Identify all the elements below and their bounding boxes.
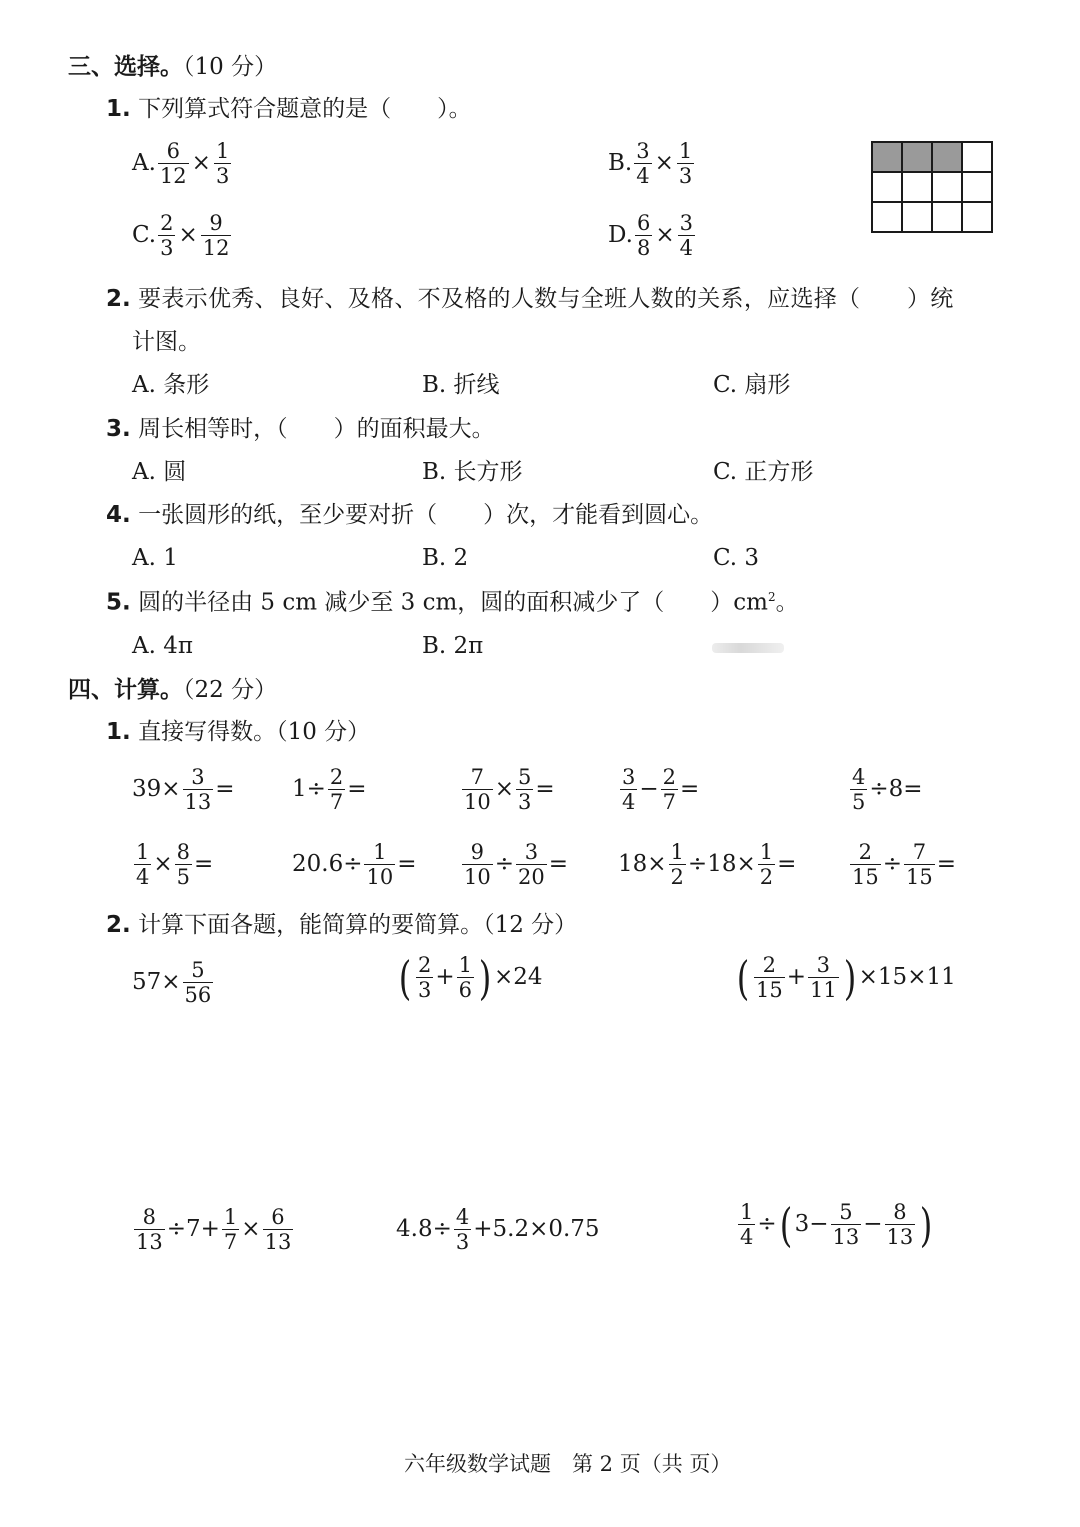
- fraction: $\frac{3}{20}$: [518, 840, 545, 890]
- question-number: 2.: [106, 912, 131, 938]
- fraction: $\frac{9}{12}$: [202, 211, 230, 261]
- grid-cell: [932, 202, 962, 232]
- fraction: $\frac{1}{3}$: [678, 139, 693, 189]
- fraction: $\frac{9}{10}$: [464, 840, 491, 890]
- grid-cell-shaded: [872, 142, 902, 172]
- question-number: 4.: [106, 502, 131, 528]
- fraction: $\frac{3}{11}$: [809, 953, 837, 1003]
- smudge-mark: [712, 643, 784, 653]
- question-2: [106, 288, 954, 311]
- calc-question-2: [106, 914, 577, 937]
- grid-cell: [962, 142, 992, 172]
- fraction: $\frac{3}{4}$: [622, 765, 636, 815]
- operator: ×: [191, 150, 211, 177]
- q3-option-b: B. 长方形: [422, 459, 523, 485]
- operator: ×: [178, 222, 198, 249]
- fraction: $\frac{4}{5}$: [852, 765, 866, 815]
- calc-problem: ( $\frac{2}{3}$ + $\frac{1}{6}$ ) ×24: [398, 950, 543, 1005]
- fraction: $\frac{1}{7}$: [223, 1205, 238, 1255]
- question-text: 周长相等时，（ ）的面积最大。: [138, 416, 495, 442]
- fraction: $\frac{7}{10}$: [464, 765, 491, 815]
- grid-cell: [932, 172, 962, 202]
- fraction: $\frac{1}{2}$: [670, 840, 684, 890]
- question-number: 1.: [106, 719, 131, 745]
- calc-problem: 57× $\frac{5}{56}$: [132, 958, 212, 1008]
- question-end: 。: [775, 589, 799, 616]
- q4-option-c: C. 3: [713, 545, 760, 571]
- oral-calc-expression: $\frac{3}{4}$ − $\frac{2}{7}$ =: [622, 765, 700, 815]
- grid-cell-shaded: [932, 142, 962, 172]
- option-label: A.: [132, 150, 156, 177]
- option-label: C.: [132, 222, 157, 249]
- question-3: [106, 418, 495, 441]
- fraction: $\frac{3}{4}$: [636, 139, 650, 189]
- q5-option-a: A. 4π: [132, 633, 193, 659]
- fraction: $\frac{6}{8}$: [636, 211, 651, 261]
- q2-option-a: A. 条形: [132, 372, 210, 398]
- option-c: [132, 212, 233, 259]
- oral-calc-expression: 1÷ $\frac{2}{7}$ =: [292, 765, 367, 815]
- question-text: 计算下面各题，能简算的要简算。（12 分）: [138, 912, 578, 938]
- oral-calc-expression: 18× $\frac{1}{2}$ ÷18× $\frac{1}{2}$ =: [618, 840, 797, 890]
- question-number: 3.: [106, 416, 131, 442]
- q4-option-a: A. 1: [132, 545, 178, 571]
- superscript: 2: [767, 590, 776, 604]
- oral-calc-expression: $\frac{4}{5}$ ÷8=: [852, 765, 923, 815]
- fraction: $\frac{1}{10}$: [366, 840, 394, 890]
- section-4-title: 四、计算。: [68, 677, 183, 703]
- oral-calc-expression: $\frac{9}{10}$ ÷ $\frac{3}{20}$ =: [464, 840, 569, 890]
- question-text: 一张圆形的纸，至少要对折（ ）次，才能看到圆心。: [138, 502, 714, 528]
- fraction: $\frac{6}{13}$: [264, 1205, 292, 1255]
- fraction: $\frac{1}{4}$: [136, 840, 150, 890]
- section-3-title: 三、选择。: [68, 54, 183, 80]
- question-5: [106, 591, 799, 615]
- fraction: $\frac{1}{4}$: [740, 1200, 754, 1250]
- question-text: 要表示优秀、良好、及格、不及格的人数与全班人数的关系，应选择（ ）统: [138, 286, 954, 312]
- oral-calc-expression: $\frac{1}{4}$ × $\frac{8}{5}$ =: [136, 840, 214, 890]
- oral-calc-expression: 20.6÷ $\frac{1}{10}$ =: [292, 840, 417, 890]
- calc-problem: ( $\frac{2}{15}$ + $\frac{3}{11}$ ) ×15×11: [736, 950, 956, 1005]
- fraction: $\frac{1}{3}$: [215, 139, 230, 189]
- grid-cell: [962, 172, 992, 202]
- calc-question-1: [106, 721, 370, 744]
- question-4: [106, 504, 713, 527]
- calc-problem: 4.8÷ $\frac{4}{3}$ +5.2×0.75: [396, 1205, 600, 1255]
- fraction: $\frac{3}{4}$: [679, 211, 693, 261]
- fraction: $\frac{3}{13}$: [184, 765, 212, 815]
- grid-cell: [902, 202, 932, 232]
- shaded-grid-figure: [871, 141, 993, 233]
- question-text: 直接写得数。（10 分）: [138, 719, 371, 745]
- grid-cell: [962, 202, 992, 232]
- question-number: 5.: [106, 589, 131, 616]
- option-label: B.: [608, 150, 633, 177]
- fraction: $\frac{8}{13}$: [136, 1205, 163, 1255]
- operator: ×: [654, 150, 674, 177]
- question-text: 下列算式符合题意的是（ ）。: [138, 96, 472, 122]
- option-a: [132, 140, 233, 187]
- fraction: $\frac{4}{3}$: [455, 1205, 470, 1255]
- fraction: $\frac{5}{3}$: [518, 765, 532, 815]
- calc-problem: $\frac{8}{13}$ ÷7+ $\frac{1}{7}$ × $\frac{6}{13}$: [136, 1205, 292, 1255]
- section-3-points: （10 分）: [183, 54, 278, 80]
- fraction: $\frac{7}{15}$: [906, 840, 933, 890]
- section-4-heading: [68, 679, 277, 702]
- calc-problem: $\frac{1}{4}$ ÷ ( 3− $\frac{5}{13}$ − $\frac{8}{13}$ ): [740, 1197, 933, 1252]
- fraction: $\frac{1}{2}$: [759, 840, 774, 890]
- grid-cell: [872, 172, 902, 202]
- fraction: $\frac{2}{3}$: [417, 953, 432, 1003]
- q2-option-b: B. 折线: [422, 372, 500, 398]
- question-number: 2.: [106, 286, 131, 312]
- grid-cell-shaded: [902, 142, 932, 172]
- fraction: $\frac{2}{15}$: [755, 953, 783, 1003]
- section-3-heading: [68, 56, 277, 79]
- fraction: $\frac{1}{6}$: [458, 953, 472, 1003]
- option-b: [608, 140, 696, 187]
- grid-cell: [872, 202, 902, 232]
- option-label: D.: [608, 222, 633, 249]
- fraction: $\frac{8}{5}$: [176, 840, 191, 890]
- fraction: $\frac{5}{56}$: [184, 958, 212, 1008]
- question-2-line2: 计图。: [132, 329, 201, 355]
- grid-cell: [902, 172, 932, 202]
- fraction: $\frac{8}{13}$: [886, 1200, 914, 1250]
- oral-calc-expression: 39× $\frac{3}{13}$ =: [132, 765, 235, 815]
- q3-option-a: A. 圆: [132, 459, 187, 485]
- q5-option-b: B. 2π: [422, 633, 484, 659]
- page-footer: 六年级数学试题 第 2 页（共 页）: [404, 1452, 732, 1476]
- oral-calc-expression: $\frac{7}{10}$ × $\frac{5}{3}$ =: [464, 765, 555, 815]
- fraction: $\frac{2}{7}$: [329, 765, 344, 815]
- question-text: 圆的半径由 5 cm 减少至 3 cm，圆的面积减少了（ ）cm: [138, 589, 768, 616]
- question-1: [106, 98, 472, 121]
- fraction: $\frac{2}{3}$: [160, 211, 174, 261]
- question-number: 1.: [106, 96, 131, 122]
- option-d: [608, 212, 697, 259]
- fraction: $\frac{2}{15}$: [852, 840, 879, 890]
- q3-option-c: C. 正方形: [713, 459, 814, 485]
- operator: ×: [655, 222, 675, 249]
- section-4-points: （22 分）: [183, 677, 278, 703]
- q2-option-c: C. 扇形: [713, 372, 791, 398]
- oral-calc-expression: $\frac{2}{15}$ ÷ $\frac{7}{15}$ =: [852, 840, 957, 890]
- fraction: $\frac{5}{13}$: [832, 1200, 860, 1250]
- fraction: $\frac{6}{12}$: [159, 139, 187, 189]
- fraction: $\frac{2}{7}$: [662, 765, 677, 815]
- q4-option-b: B. 2: [422, 545, 469, 571]
